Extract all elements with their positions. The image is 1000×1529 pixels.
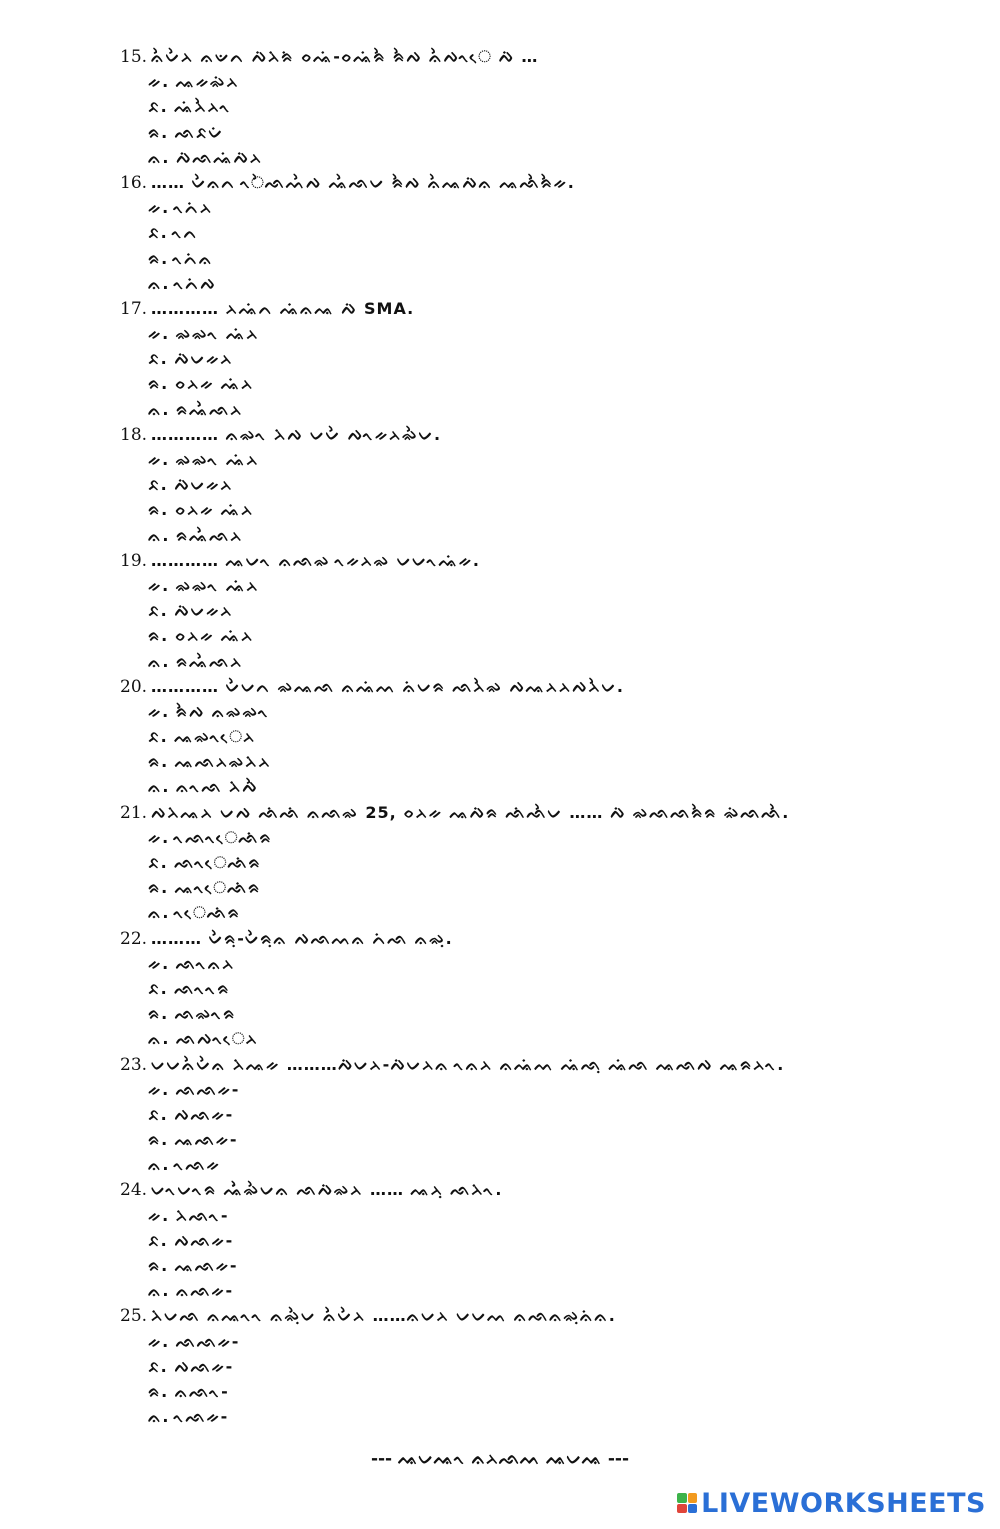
answer-option[interactable]: ᨑ. ᨕᨒᨀ-	[148, 1130, 238, 1150]
liveworksheets-logo	[677, 1487, 986, 1519]
worksheet-content	[120, 44, 980, 1429]
answer-option[interactable]: ᨀ. ᨚᨒᨚᨙᨒᨗᨑ	[148, 827, 273, 847]
question-text: ………… ᨆᨛᨆᨈ ᨋᨕᨒ ᨊᨕᨗᨓ ᨊᨗᨆᨑ ᨒᨂᨛᨋ ᨄᨕᨂᨂᨄᨂᨛᨆ.	[151, 676, 625, 696]
question-line	[120, 926, 980, 951]
answer-option[interactable]: ᨑ. ᨒᨅᨆᨗ	[148, 122, 224, 142]
answer-option[interactable]: ᨅ. ᨄᨗᨆᨀᨂ	[148, 349, 234, 369]
answer-option[interactable]: ᨀ. ᨕᨀᨋᨗᨂ	[148, 72, 240, 92]
question-number: 20.	[120, 676, 148, 697]
answer-option[interactable]: ᨅ. ᨄᨒᨀ-	[148, 1230, 234, 1250]
question-block	[120, 1177, 980, 1303]
question-text: ᨂᨗᨆᨒ ᨊᨕᨚᨚ ᨊᨋᨘᨛᨆ ᨊᨛᨆᨛᨂ ……ᨊᨆᨂ ᨆᨆᨓ ᨊᨒᨊᨋᨘᨊᨗᨊ.	[151, 1306, 616, 1326]
logo-text: LIVEWORKSHEETS	[701, 1487, 986, 1519]
answer-option[interactable]: ᨀ. ᨋᨋᨚ ᨕᨗᨂ	[148, 324, 260, 344]
question-line	[120, 548, 980, 573]
question-text: ᨆᨚᨆᨚᨑ ᨕᨛᨗᨋᨛᨆᨊ ᨒᨄᨗᨋᨂ …… ᨕᨂᨘ ᨒᨂᨗᨚ.	[151, 1180, 503, 1200]
answer-option[interactable]: ᨅ. ᨕᨗᨂᨛᨂᨚ	[148, 97, 232, 117]
logo-mark-cell	[677, 1504, 687, 1514]
answer-option[interactable]: ᨊ. ᨑᨕᨛᨒᨂ	[148, 651, 244, 671]
logo-mark-cell	[688, 1504, 698, 1514]
question-text: ᨄᨂᨗᨕᨂ ᨆᨄ ᨒᨗᨒᨗ ᨊᨒᨋ 25, ᨔᨂᨀ ᨕᨄᨗᨑ ᨒᨗᨒᨛᨆ …… ᨄᨗ ᨋᨒᨒᨑᨛᨑ ᨋᨗᨒᨒᨛ.	[151, 802, 790, 822]
question-number: 19.	[120, 550, 148, 571]
question-number: 21.	[120, 802, 148, 823]
answer-option[interactable]: ᨑ. ᨔᨂᨀ ᨕᨗᨂ	[148, 500, 255, 520]
question-line	[120, 422, 980, 447]
answer-option[interactable]: ᨊ. ᨚᨒᨀ-	[148, 1407, 229, 1427]
answer-option[interactable]: ᨊ. ᨒᨄᨚᨙᨂ	[148, 1029, 259, 1049]
question-text: ᨊᨛᨆᨛᨂ ᨊᨉᨈ ᨄᨗᨂᨗᨑᨗ ᨔᨕᨗ-ᨔᨕᨗᨑᨛ ᨑᨛᨄ ᨊᨛᨄᨚᨙ ᨄᨗ …	[151, 47, 539, 66]
answer-option[interactable]: ᨅ. ᨄᨒᨀ-	[148, 1356, 234, 1376]
question-line	[120, 170, 980, 195]
question-text: ………… ᨊᨋᨚ ᨂᨗᨄ ᨆᨆᨛ ᨄᨚᨀᨂᨋᨛᨆ.	[151, 424, 442, 444]
answer-option[interactable]: ᨊ. ᨊᨚᨒ ᨂᨗᨄᨛ	[148, 777, 259, 797]
answer-option[interactable]: ᨀ. ᨂᨗᨒᨚ-	[148, 1205, 229, 1225]
worksheet-footer: --- ᨕᨆᨕᨚ ᨊᨂᨒᨓ ᨕᨆᨕ ---	[370, 1449, 630, 1469]
question-block	[120, 422, 980, 548]
answer-option[interactable]: ᨀ. ᨒᨒᨀ-	[148, 1331, 240, 1351]
answer-option[interactable]: ᨊ. ᨚᨒᨀ	[148, 1155, 221, 1175]
question-block	[120, 170, 980, 296]
logo-mark-cell	[688, 1493, 698, 1503]
question-text: ………… ᨂᨕᨗᨈ ᨕᨗᨊᨕ ᨄᨗ SMA.	[151, 298, 415, 318]
answer-option[interactable]: ᨅ. ᨕᨋᨚᨙᨂ	[148, 727, 257, 747]
answer-option[interactable]: ᨊ. ᨑᨕᨛᨒᨂ	[148, 525, 244, 545]
question-number: 24.	[120, 1180, 148, 1201]
question-line	[120, 1177, 980, 1202]
answer-option[interactable]: ᨅ. ᨒᨚᨚᨑ	[148, 978, 231, 998]
answer-option[interactable]: ᨅ. ᨒᨚᨙᨒᨗᨑ	[148, 853, 262, 872]
answer-option[interactable]: ᨑ. ᨕᨒᨀ-	[148, 1256, 238, 1275]
question-line	[120, 1052, 980, 1077]
answer-option[interactable]: ᨅ. ᨚᨈ	[148, 223, 199, 243]
answer-option[interactable]: ᨊ. ᨚᨙᨒᨗᨑ	[148, 903, 241, 923]
answer-option[interactable]: ᨀ. ᨒᨒᨀ-	[148, 1079, 240, 1099]
question-block	[120, 44, 980, 170]
answer-option[interactable]: ᨑ. ᨒᨋᨚᨑ	[148, 1004, 237, 1024]
question-text: …… ᨆᨛᨊᨈ ᨚᨛᨒᨓᨛᨄ ᨕᨛᨒᨆ ᨑᨛᨄ ᨊᨛᨕᨄᨗᨊ ᨕᨒᨛᨑᨛᨀ.	[151, 172, 575, 192]
question-line	[120, 800, 980, 825]
question-line	[120, 296, 980, 321]
answer-option[interactable]: ᨑ. ᨕᨚᨙᨒᨗᨑ	[148, 878, 262, 898]
question-text: ᨆᨆᨊᨛᨆᨛᨊ ᨂᨗᨕᨀ ………ᨄᨗᨆᨂ-ᨄᨗᨆᨂᨊ ᨚᨊᨂ ᨊᨕᨗᨓ ᨕᨗᨒᨘ ᨕᨗᨒ ᨕᨒᨄ ᨕᨑᨂᨚ.	[151, 1054, 785, 1074]
question-text: ………… ᨕᨆᨚ ᨊᨒᨋ ᨚᨀᨂᨋ ᨆᨆᨚᨕᨗᨀ.	[151, 550, 480, 570]
question-number: 23.	[120, 1054, 148, 1075]
question-line	[120, 1303, 980, 1328]
answer-option[interactable]: ᨊ. ᨚᨈᨗᨄ	[148, 273, 217, 293]
answer-option[interactable]: ᨊ. ᨑᨕᨛᨒᨂ	[148, 399, 244, 419]
question-number: 16.	[120, 172, 148, 193]
answer-option[interactable]: ᨊ. ᨊᨒᨀ-	[148, 1281, 234, 1301]
question-text: ……… ᨆᨛᨑᨘ-ᨆᨛᨑᨘᨊ ᨄᨒᨓᨊ ᨈᨗᨒ ᨊᨋᨘ.	[151, 928, 453, 948]
answer-option[interactable]: ᨑ. ᨕᨒᨂᨋᨂᨗᨂ	[148, 752, 272, 772]
answer-option[interactable]: ᨑ. ᨔᨂᨀ ᨕᨗᨂ	[148, 374, 255, 394]
answer-option[interactable]: ᨀ. ᨑᨛᨄ ᨊᨋᨋᨚ	[148, 701, 270, 721]
answer-option[interactable]: ᨅ. ᨄᨒᨀ-	[148, 1104, 234, 1124]
question-number: 17.	[120, 298, 148, 319]
question-block	[120, 926, 980, 1052]
question-line	[120, 674, 980, 699]
question-number: 18.	[120, 424, 148, 445]
answer-option[interactable]: ᨀ. ᨚᨈᨗᨂ	[148, 198, 213, 218]
answer-option[interactable]: ᨀ. ᨒᨚᨊᨂ	[148, 953, 236, 973]
answer-option[interactable]: ᨅ. ᨄᨗᨆᨀᨂ	[148, 601, 234, 621]
logo-mark-icon	[677, 1493, 697, 1513]
question-number: 15.	[120, 47, 148, 67]
question-number: 25.	[120, 1306, 148, 1327]
question-block	[120, 548, 980, 674]
question-block	[120, 674, 980, 800]
logo-mark-cell	[677, 1493, 687, 1503]
answer-option[interactable]: ᨊ. ᨄᨗᨒᨕᨗᨄᨗᨂ	[148, 147, 263, 167]
question-block	[120, 800, 980, 926]
answer-option[interactable]: ᨅ. ᨄᨗᨆᨀᨂ	[148, 475, 234, 495]
answer-option[interactable]: ᨑ. ᨔᨂᨀ ᨕᨗᨂ	[148, 626, 255, 646]
answer-option[interactable]: ᨑ. ᨚᨈᨗᨊ	[148, 248, 214, 268]
answer-option[interactable]: ᨀ. ᨋᨋᨚ ᨕᨗᨂ	[148, 575, 260, 595]
answer-option[interactable]: ᨀ. ᨋᨋᨚ ᨕᨗᨂ	[148, 450, 260, 469]
question-line	[120, 44, 980, 69]
question-block	[120, 296, 980, 422]
answer-option[interactable]: ᨑ. ᨊᨒᨚ-	[148, 1381, 229, 1401]
question-block	[120, 1303, 980, 1429]
question-number: 22.	[120, 928, 148, 949]
question-block	[120, 1052, 980, 1178]
